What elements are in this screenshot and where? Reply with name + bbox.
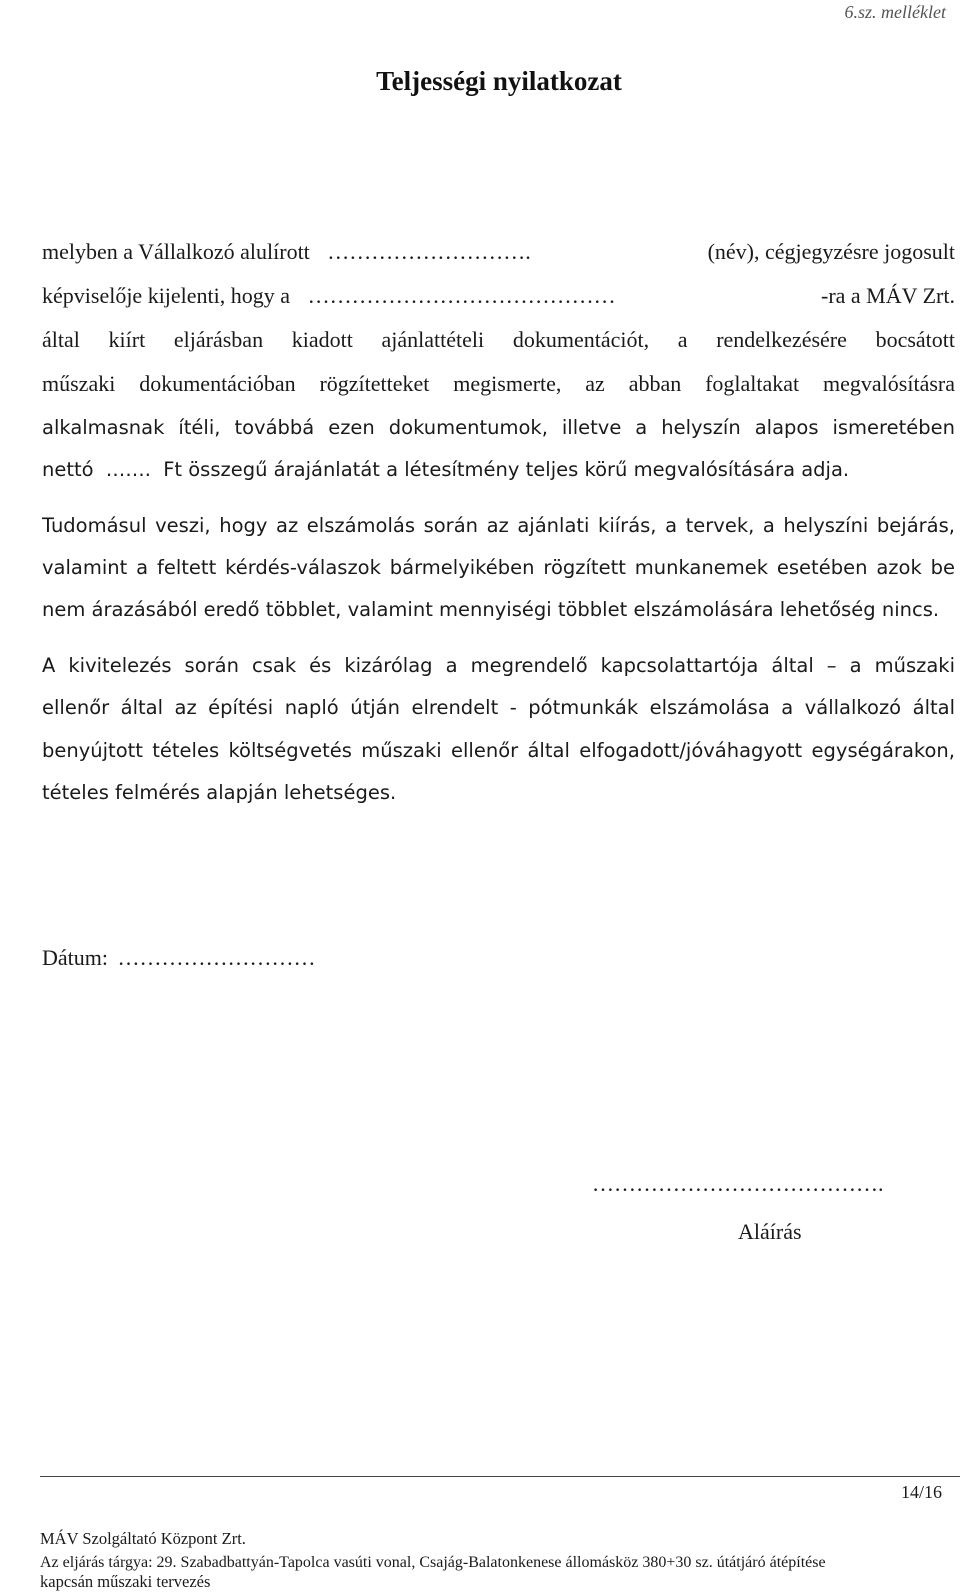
para3-line-4: tételes felmérés alapján lehetséges. [42, 781, 397, 804]
footer-subject: Az eljárás tárgya: 29. Szabadbattyán-Tapolca vasúti vonal, Csajág-Balatonkenese állomásköz 380+30 sz. útátjáró átépítése [40, 1554, 826, 1571]
footer-organization: MÁV Szolgáltató Központ Zrt. [40, 1529, 246, 1548]
para2-line-3: nem árazásából eredő többlet, valamint mennyiségi többlet elszámolására lehetőség nincs. [42, 598, 940, 621]
intro-line-1 [42, 238, 955, 266]
intro-line-4: műszaki dokumentációban rögzítetteket megismerte, az abban foglaltakat megvalósításra [42, 371, 955, 396]
name-placeholder-dots: ………………………. [327, 239, 531, 264]
para3-line-3: benyújtott tételes költségvetés műszaki ellenőr által elfogadott/jóváhagyott egységárakon, [42, 739, 955, 762]
intro-text: nettó [42, 458, 94, 481]
intro-text: képviselője kijelenti, hogy a [42, 283, 291, 308]
intro-line-3: által kiírt eljárásban kiadott ajánlattételi dokumentációt, a rendelkezésére bocsátott [42, 327, 955, 352]
para2-line-2: valamint a feltett kérdés-válaszok bármelyikében rögzített munkanemek esetében azok be [42, 556, 955, 579]
annex-label: 6.sz. melléklet [844, 2, 946, 22]
intro-text: (név), cégjegyzésre jogosult [707, 239, 955, 264]
date-label: Dátum: [42, 945, 108, 970]
para3-line-2: ellenőr által az építési napló útján elrendelt - pótmunkák elszámolása a vállalkozó által [42, 696, 955, 719]
intro-line-5: alkalmasnak ítéli, továbbá ezen dokumentumok, illetve a helyszín alapos ismeretében [42, 416, 955, 439]
intro-text: melyben a Vállalkozó alulírott [42, 239, 310, 264]
intro-text: -ra a MÁV Zrt. [821, 283, 955, 308]
intro-line-6 [42, 456, 849, 484]
document-title: Teljességi nyilatkozat [376, 66, 622, 96]
date-placeholder-dots: ……………………… [117, 945, 316, 970]
signature-label: Aláírás [738, 1219, 802, 1244]
signature-dots: …………………………………. [592, 1171, 884, 1196]
date-field [42, 944, 316, 972]
footer-divider [40, 1476, 960, 1477]
price-placeholder-dots: ……. [105, 458, 151, 481]
intro-text: Ft összegű árajánlatát a létesítmény teljes körű megvalósítására adja. [163, 458, 850, 481]
para2-line-1: Tudomásul veszi, hogy az elszámolás során az ajánlati kiírás, a tervek, a helyszíni bejárás, [42, 514, 955, 537]
page-number: 14/16 [900, 1482, 942, 1502]
intro-line-2 [42, 282, 955, 310]
para3-line-1: A kivitelezés során csak és kizárólag a megrendelő kapcsolattartója által – a műszaki [42, 654, 955, 677]
subject-placeholder-dots: …………………………………… [307, 283, 616, 308]
footer-subject-continued: kapcsán műszaki tervezés [40, 1572, 211, 1591]
